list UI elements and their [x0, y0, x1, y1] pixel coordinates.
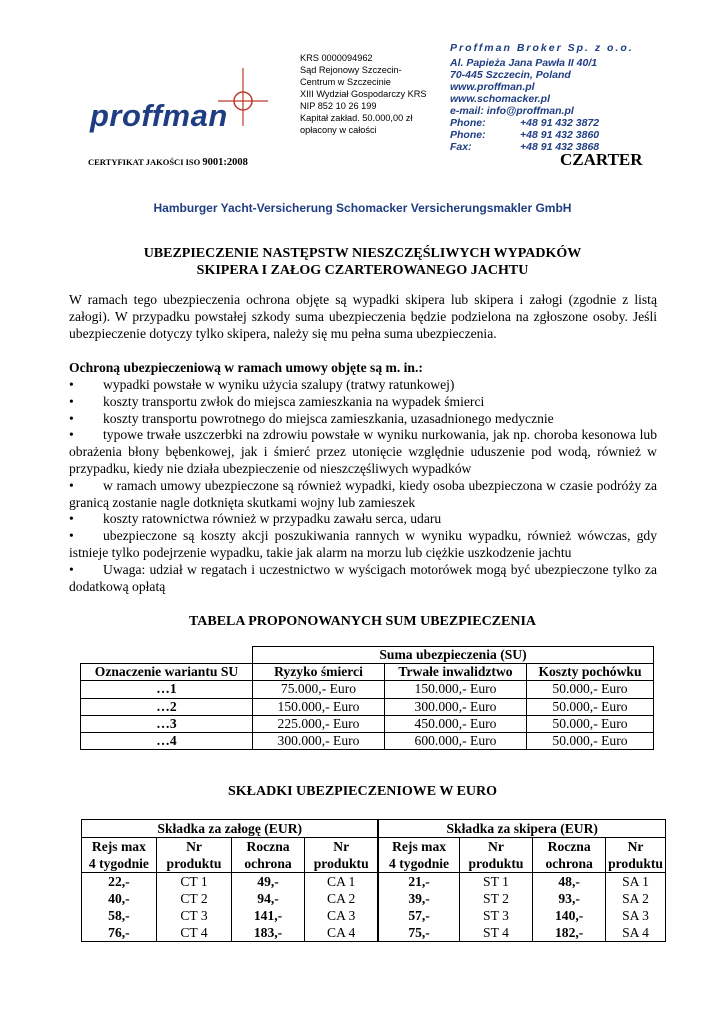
sums-table	[80, 646, 654, 750]
website-link-proffman[interactable]: www.proffman.pl	[450, 81, 535, 93]
email-link[interactable]: e-mail: info@proffman.pl	[450, 105, 574, 117]
table-cell: 140,-	[533, 907, 606, 924]
table-cell: 58,-	[82, 907, 157, 924]
table-row	[81, 681, 654, 698]
coverage-item: • koszty transportu zwłok do miejsca zamieszkania na wypadek śmierci	[69, 394, 657, 411]
table-cell: 75.000,- Euro	[253, 681, 385, 698]
table-cell: 57,-	[378, 907, 459, 924]
coverage-item: • w ramach umowy ubezpieczone są również wypadki, kiedy osoba ubezpieczona w czasie podróży za granicą zostanie nagle dotknięta skutkami wojny lub zamieszek	[69, 478, 657, 512]
table-cell: 150.000,- Euro	[385, 681, 527, 698]
coverage-item: • ubezpieczone są koszty akcji poszukiwania rannych w wyniku wypadku, również wówczas, gdy istnieje tylko podejrzenie wypadku, takie jak alarm na morzu lub ciężkie uszkodzenie jachtu	[69, 528, 657, 562]
table-cell: 22,-	[82, 873, 157, 891]
table-cell: …1	[81, 681, 253, 698]
header-cell: Roczna	[232, 838, 305, 856]
header-cell: Nr	[156, 838, 231, 856]
coverage-item: • koszty ratownictwa również w przypadku zawału serca, udaru	[69, 511, 657, 528]
coverage-heading: Ochroną ubezpieczeniową w ramach umowy objęte są m. in.:	[69, 360, 423, 375]
table-cell: 141,-	[232, 907, 305, 924]
registry-line: Kapitał zakład. 50.000,00 zł	[300, 113, 413, 123]
registry-line: opłacony w całości	[300, 125, 377, 135]
contact-value: +48 91 432 3872	[520, 117, 600, 129]
registry-line: NIP 852 10 26 199	[300, 101, 377, 111]
table-cell: CA 2	[304, 890, 378, 907]
contact-phone-1	[450, 117, 599, 129]
table-cell: 94,-	[232, 890, 305, 907]
coverage-item: • typowe trwałe uszczerbki na zdrowiu powstałe w wyniku nurkowania, jak np. choroba kesonowa lub obrażenia błony bębenkowej, jak i śmierć przez utonięcie względnie uduszenie pod wodą, również w przypadku, kiedy nie działa ubezpieczenie od nieszczęśliwych wypadków	[69, 427, 657, 477]
cert-number: 9001:2008	[202, 157, 248, 168]
registry-line: Sąd Rejonowy Szczecin-	[300, 65, 402, 75]
table-cell: 49,-	[232, 873, 305, 891]
table-cell: …2	[81, 698, 253, 715]
table-row	[82, 890, 666, 907]
premium-table-title: SKŁADKI UBEZPIECZENIOWE W EURO	[227, 784, 498, 799]
cert-prefix: CERTYFIKAT JAKOŚCI ISO	[88, 157, 201, 167]
header-cell: 4 tygodnie	[82, 855, 157, 873]
header-cell: produktu	[304, 855, 378, 873]
contact-label: Phone:	[450, 129, 486, 141]
broker-contact-block	[450, 57, 599, 153]
skipper-group-header: Składka za skipera (EUR)	[378, 820, 665, 838]
header-cell: Ryzyko śmierci	[253, 664, 385, 681]
table-cell: 93,-	[533, 890, 606, 907]
table-cell: 182,-	[533, 924, 606, 942]
intro-paragraph: W ramach tego ubezpieczenia ochrona objęte są wypadki skipera lub skipera i załogi (zgodnie z listą załogi). W przypadku powstałej szkody suma ubezpieczenia będzie podzielona na zgłoszone osoby. Jeśli ubezpieczenie dotyczy tylko skipera, należy się mu pełna suma ubezpieczenia.	[69, 292, 657, 341]
table-cell: 225.000,- Euro	[253, 715, 385, 732]
table-cell: 40,-	[82, 890, 157, 907]
crew-group-header: Składka za załogę (EUR)	[82, 820, 379, 838]
table-cell: 50.000,- Euro	[527, 698, 654, 715]
table-cell: ST 3	[459, 907, 533, 924]
contact-phone-2	[450, 129, 599, 141]
table-cell: 50.000,- Euro	[527, 681, 654, 698]
table-cell: ST 1	[459, 873, 533, 891]
group-header-cell: Suma ubezpieczenia (SU)	[253, 647, 654, 664]
table-cell: SA 1	[606, 873, 666, 891]
table-group-header-row	[81, 647, 654, 664]
coverage-list	[69, 377, 657, 595]
registry-line: KRS 0000094962	[300, 53, 373, 63]
czarter-label: CZARTER	[560, 150, 643, 169]
coverage-item: • koszty transportu powrotnego do miejsca zamieszkania, uzasadnionego medycznie	[69, 411, 657, 428]
table-row	[81, 715, 654, 732]
table-row	[82, 873, 666, 891]
table-cell: SA 3	[606, 907, 666, 924]
logo-wordmark: proffman	[90, 98, 228, 133]
table-cell: ST 2	[459, 890, 533, 907]
title-line1: UBEZPIECZENIE NASTĘPSTW NIESZCZĘŚLIWYCH WYPADKÓW	[143, 246, 582, 261]
table-cell: SA 2	[606, 890, 666, 907]
header-cell: ochrona	[533, 855, 606, 873]
table-cell: …4	[81, 732, 253, 749]
table-header-row	[82, 838, 666, 856]
contact-label: Phone:	[450, 117, 486, 129]
company-name: Hamburger Yacht-Versicherung Schomacker Versicherungsmakler GmbH	[153, 201, 572, 215]
table-cell: CA 1	[304, 873, 378, 891]
registry-line: XIII Wydział Gospodarczy KRS	[300, 89, 427, 99]
table-cell: 450.000,- Euro	[385, 715, 527, 732]
table-cell: 600.000,- Euro	[385, 732, 527, 749]
header-cell: Nr	[304, 838, 378, 856]
table-cell: 50.000,- Euro	[527, 715, 654, 732]
table-row	[82, 924, 666, 942]
header-cell: 4 tygodnie	[378, 855, 459, 873]
table-cell: 300.000,- Euro	[253, 732, 385, 749]
table-group-header-row	[82, 820, 666, 838]
table-cell: CA 4	[304, 924, 378, 942]
quality-certificate	[88, 157, 248, 168]
coverage-item: • wypadki powstałe w wyniku użycia szalupy (tratwy ratunkowej)	[69, 377, 657, 394]
table-cell: 150.000,- Euro	[253, 698, 385, 715]
header-cell: produktu	[606, 855, 666, 873]
header-cell: Oznaczenie wariantu SU	[81, 664, 253, 681]
table-cell: 50.000,- Euro	[527, 732, 654, 749]
table-cell: SA 4	[606, 924, 666, 942]
table-cell: CA 3	[304, 907, 378, 924]
table-row	[82, 907, 666, 924]
table-cell: 21,-	[378, 873, 459, 891]
sums-table-title: TABELA PROPONOWANYCH SUM UBEZPIECZENIA	[188, 614, 537, 629]
contact-value: +48 91 432 3860	[520, 129, 600, 141]
table-cell: CT 1	[156, 873, 231, 891]
table-cell: …3	[81, 715, 253, 732]
empty-cell	[81, 647, 253, 664]
header-cell: produktu	[459, 855, 533, 873]
proffman-logo	[88, 58, 268, 138]
table-cell: ST 4	[459, 924, 533, 942]
header-cell: Roczna	[533, 838, 606, 856]
registry-info	[300, 52, 450, 136]
broker-address-line1: Al. Papieża Jana Pawła II 40/1	[450, 57, 598, 69]
title-line2: SKIPERA I ZAŁOG CZARTEROWANEGO JACHTU	[196, 263, 529, 278]
table-cell: CT 4	[156, 924, 231, 942]
table-cell: 183,-	[232, 924, 305, 942]
broker-name: Proffman Broker Sp. z o.o.	[450, 42, 634, 54]
website-link-schomacker[interactable]: www.schomacker.pl	[450, 93, 550, 105]
header-cell: Nr	[459, 838, 533, 856]
contact-label: Fax:	[450, 141, 472, 153]
table-header-row	[81, 664, 654, 681]
header-cell: Rejs max	[82, 838, 157, 856]
contact-value: +48 91 432 3868	[520, 141, 600, 153]
table-row	[81, 698, 654, 715]
document-title	[0, 245, 725, 279]
header-cell: produktu	[156, 855, 231, 873]
broker-address-line2: 70-445 Szczecin, Poland	[450, 69, 571, 81]
coverage-item: • Uwaga: udział w regatach i uczestnictwo w wyścigach motorówek mogą być ubezpieczone tylko za dodatkową opłatą	[69, 562, 657, 596]
table-cell: CT 3	[156, 907, 231, 924]
table-cell: 39,-	[378, 890, 459, 907]
header-cell: Koszty pochówku	[527, 664, 654, 681]
table-cell: 76,-	[82, 924, 157, 942]
table-cell: 48,-	[533, 873, 606, 891]
table-cell: 75,-	[378, 924, 459, 942]
table-header-row	[82, 855, 666, 873]
header-cell: Trwałe inwalidztwo	[385, 664, 527, 681]
header-cell: Rejs max	[378, 838, 459, 856]
premium-table	[81, 819, 666, 942]
table-cell: CT 2	[156, 890, 231, 907]
header-cell: ochrona	[232, 855, 305, 873]
table-cell: 300.000,- Euro	[385, 698, 527, 715]
registry-line: Centrum w Szczecinie	[300, 77, 391, 87]
table-row	[81, 732, 654, 749]
header-cell: Nr	[606, 838, 666, 856]
